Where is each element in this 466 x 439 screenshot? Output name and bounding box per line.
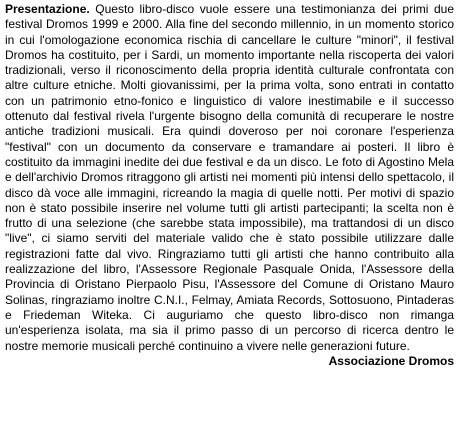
- presentation-paragraph: [5, 2, 454, 354]
- section-heading: Presentazione.: [5, 2, 90, 16]
- body-text: Questo libro-disco vuole essere una testimonianza dei primi due festival Dromos 1999 e 2000. Alla fine del secondo millennio, in un momento storico in cui l'omologazione economica rischia di cancellare le culture "minori", il festival Dromos ha costituito, per i Sardi, un momento importante nella riscoperta dei valori tradizionali, verso il riconoscimento della propria identità culturale confrontata con altre culture etniche. Molti giovanissimi, per la prima volta, sono entrati in contatto con un patrimonio etno-fonico e linguistico di valore inestimabile e il successo ottenuto dal festival rivela l'urgente bisogno della comunità di recuperare le nostre antiche tradizioni musicali. Era quindi doveroso per noi coronare l'esperienza "festival" con un documento da conservare e tramandare ai posteri. Il libro è costituito da immagini inedite dei due festival e da un disco. Le foto di Agostino Mela e dell'archivio Dromos ritraggono gli artisti nei momenti più intensi dello spettacolo, il disco dà voce alle immagini, ricreando la magia di quelle notti. Per motivi di spazio non è stato possibile inserire nel volume tutti gli artisti partecipanti; la scelta non è frutto di una selezione (che sarebbe stata impossibile), ma trattandosi di un disco "live", ci siamo serviti del materiale valido che è stato possibile utilizzare dalle registrazioni fatte dal vivo. Ringraziamo tutti gli artisti che hanno contribuito alla realizzazione del libro, l'Assessore Regionale Pasquale Onida, l'Assessore della Provincia di Oristano Pierpaolo Pisu, l'Assessore del Comune di Oristano Mauro Solinas, ringraziamo inoltre C.N.I., Felmay, Amiata Records, Sottosuono, Pintaderas e Friedeman Witeka. Ci auguriamo che questo libro-disco non rimanga un'esperienza isolata, ma sia il primo passo di un percorso di ricerca dentro le nostre memorie musicali perché continuino a vivere nelle generazioni future.: [5, 2, 454, 353]
- signature: Associazione Dromos: [328, 353, 454, 368]
- presentation-document: [5, 2, 454, 369]
